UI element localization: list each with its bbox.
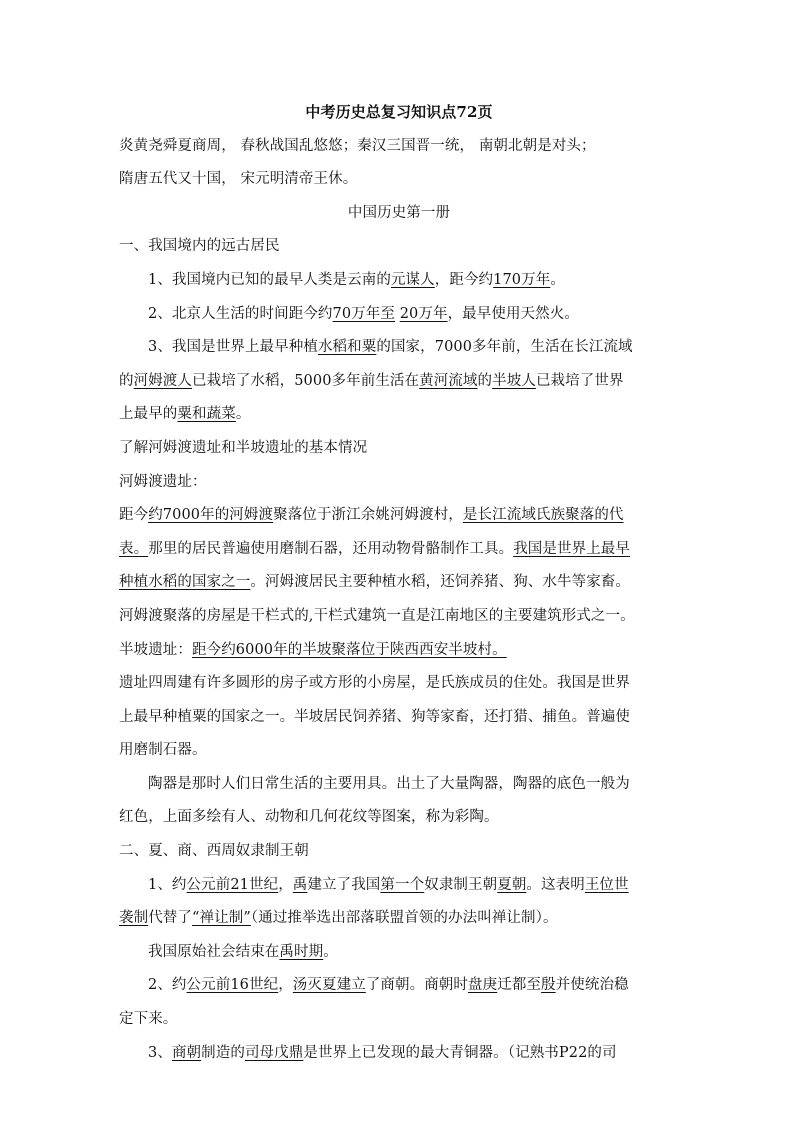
paragraph-line: 用磨制石器。 [119, 742, 207, 759]
text-span: 2、北京人生活的时间距今约 [148, 305, 333, 322]
paragraph-line [119, 902, 679, 936]
key-term: 元谋人 [390, 271, 435, 288]
paragraph-line: 陶器是那时人们日常生活的主要用具。出土了大量陶器，陶器的底色一般为 [148, 775, 630, 792]
text-span: ， [278, 876, 293, 893]
text-span: 已栽培了水稻，5000多年前生活在 [192, 372, 420, 389]
paragraph-line: 定下来。 [119, 1011, 178, 1028]
section-heading: 二、夏、商、西周奴隶制王朝 [119, 843, 309, 860]
key-term: 禹时期 [279, 943, 324, 960]
text-span: 1、约 [148, 876, 187, 893]
paragraph-line: 遗址四周建有许多圆形的房子或方形的小房屋，是氏族成员的住处。我国是世界 [119, 675, 630, 692]
key-term: 盘庚 [468, 977, 498, 994]
key-term: 20万年 [399, 305, 448, 322]
text-span: 1、我国境内已知的最早人类是云南的 [148, 271, 391, 288]
paragraph-line [119, 398, 679, 432]
paragraph-line [119, 365, 679, 399]
paragraph-line [119, 936, 679, 970]
text-span: 2、约 [148, 977, 187, 994]
key-term: 袭制 [119, 910, 149, 927]
key-term: 公元前21世纪 [186, 876, 279, 893]
text-span: 聚落位于浙江余姚河姆渡村， [273, 507, 463, 524]
text-span: 。 [323, 943, 338, 960]
key-term: 距今约6000年的半坡聚落位于陕西西安半坡村。 [192, 641, 507, 658]
paragraph-line [119, 634, 679, 668]
text-span: 迁都至 [497, 977, 542, 994]
text-span: 我国原始社会结束在 [148, 943, 280, 960]
paragraph-line [119, 869, 679, 903]
text-span: 建立了我国 [307, 876, 381, 893]
text-span: 制造的 [201, 1044, 245, 1061]
text-span: 距今 [119, 507, 149, 524]
text-span: 是世界上已发现的最大青铜器。（记熟书P22的司 [303, 1044, 617, 1061]
key-term: 是长江流域氏族聚落的代 [462, 507, 624, 524]
text-span: 的 [119, 372, 134, 389]
key-term: 商朝 [171, 1044, 202, 1061]
key-term: 粟和蔬菜 [177, 406, 236, 423]
key-term: 半坡人 [492, 372, 536, 389]
text-span: （通过推举选出部落联盟首领的办法叫禅让制）。 [250, 910, 558, 927]
site-label: 河姆渡遗址： [119, 473, 207, 490]
key-term: 河姆渡人 [133, 372, 193, 389]
mnemonic-poem-line-2: 隋唐五代又十国， 宋元明清帝王休。 [119, 171, 358, 188]
key-term: 汤灭夏 [292, 977, 337, 994]
paragraph-line [119, 298, 679, 332]
site-label: 半坡遗址： [119, 641, 192, 658]
key-term: 我国是世界上最早 [513, 540, 631, 557]
paragraph-line [119, 331, 679, 365]
key-term: 约7000年的河姆渡 [148, 507, 274, 524]
key-term: 司母戊鼎 [244, 1044, 304, 1061]
key-term: 公元前16世纪 [186, 977, 279, 994]
paragraph-line [119, 566, 679, 600]
document-title: 中考历史总复习知识点72页 [305, 103, 493, 121]
key-term: 夏朝 [497, 876, 527, 893]
text-span: 代替了 [148, 910, 193, 927]
section-heading: 一、我国境内的远古居民 [119, 238, 280, 255]
key-term: 黄河流域 [419, 372, 478, 389]
text-span: 的 [477, 372, 493, 389]
paragraph-line [119, 264, 679, 298]
paragraph-line: 上最早种植粟的国家之一。半坡居民饲养猪、狗等家畜，还打猎、捕鱼。普遍使 [119, 708, 630, 725]
text-span: 那里的居民普遍使用磨制石器，还用动物骨骼制作工具。 [148, 540, 514, 557]
text-span: ， [278, 977, 293, 994]
key-term: 水稻和粟 [317, 339, 377, 356]
paragraph-line: 红色，上面多绘有人、动物和几何花纹等图案，称为彩陶。 [119, 809, 499, 826]
text-span: 3、我国是世界上最早种植 [148, 339, 318, 356]
key-term: 70万年至 [332, 305, 395, 322]
text-span: 。 [235, 406, 251, 423]
key-term: 建立 [336, 977, 366, 994]
subheading: 了解河姆渡遗址和半坡遗址的基本情况 [119, 439, 368, 456]
text-span: ，距今约 [434, 271, 494, 288]
text-span: 已栽培了世界 [535, 372, 624, 389]
text-span: 。河姆渡居民主要种植水稻，还饲养猪、狗、水牛等家畜。 [250, 574, 631, 591]
paragraph-line [119, 533, 679, 567]
text-span: 上最早的 [119, 406, 178, 423]
text-span: 的国家，7000多年前，生活在长江流域 [376, 339, 633, 356]
text-span: 。 [550, 271, 565, 288]
key-term: 第一个 [380, 876, 425, 893]
paragraph-line [119, 969, 679, 1003]
paragraph-line [119, 1037, 679, 1071]
key-term: 170万年 [493, 271, 551, 288]
key-term: 种植水稻的国家之一 [119, 574, 251, 591]
paragraph-line: 河姆渡聚落的房屋是干栏式的,干栏式建筑一直是江南地区的主要建筑形式之一。 [119, 607, 635, 624]
text-span: ，最早使用天然火。 [447, 305, 579, 322]
key-term: “禅让制” [192, 910, 251, 927]
key-term: 表。 [119, 540, 149, 557]
book-title: 中国历史第一册 [347, 204, 451, 221]
mnemonic-poem-line-1: 炎黄尧舜夏商周， 春秋战国乱悠悠；秦汉三国晋一统， 南朝北朝是对头； [119, 137, 596, 154]
text-span: 并使统治稳 [555, 977, 629, 994]
text-span: 。这表明 [526, 876, 585, 893]
document-page [119, 96, 679, 1070]
text-span: 奴隶制王朝 [424, 876, 498, 893]
paragraph-line [119, 499, 679, 533]
text-span: 3、 [148, 1044, 172, 1061]
key-term: 禹 [292, 876, 308, 893]
key-term: 王位世 [584, 876, 629, 893]
key-term: 殷 [541, 977, 556, 994]
text-span: 了商朝。商朝时 [365, 977, 469, 994]
